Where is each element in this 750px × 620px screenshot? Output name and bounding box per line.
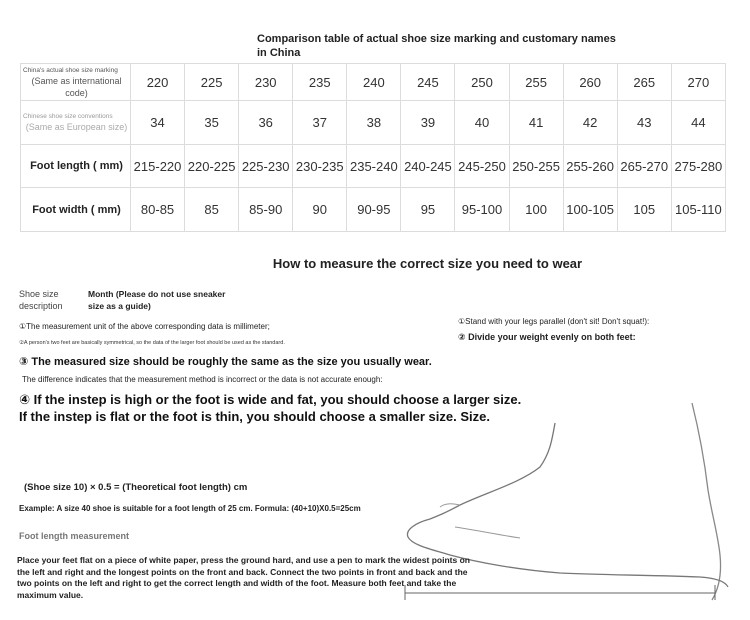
row-header <box>21 101 131 145</box>
table-cell: 255-260 <box>563 145 617 188</box>
measure-guide-heading: How to measure the correct size you need to wear <box>272 256 583 271</box>
table-cell: 235-240 <box>347 145 401 188</box>
note-2: ②A person's two feet are basically symmetrical, so the data of the larger foot should be used as the standard. <box>19 340 285 346</box>
row-sublabel: (Same as international code) <box>31 75 122 98</box>
table-cell: 245 <box>401 64 455 101</box>
note-3: ③ The measured size should be roughly the same as the size you usually wear. <box>19 356 432 368</box>
table-cell: 260 <box>563 64 617 101</box>
right-note-1: ①Stand with your legs parallel (don't sit! Don't squat!): <box>458 317 650 326</box>
table-cell: 245-250 <box>455 145 509 188</box>
table-cell: 230-235 <box>293 145 347 188</box>
table-row <box>21 101 726 145</box>
table-cell: 225 <box>185 64 239 101</box>
table-cell: 39 <box>401 101 455 145</box>
table-cell: 90-95 <box>347 188 401 232</box>
table-cell: 105 <box>617 188 671 232</box>
foot-length-measurement-heading: Foot length measurement <box>19 531 130 541</box>
table-cell: 90 <box>293 188 347 232</box>
table-cell: 250-255 <box>509 145 563 188</box>
table-cell: 38 <box>347 101 401 145</box>
table-cell: 265 <box>617 64 671 101</box>
table-cell: 85 <box>185 188 239 232</box>
note-4: ④ If the instep is high or the foot is wide and fat, you should choose a larger size. If the instep is flat or the foot is thin, you should choose a smaller size. Size. <box>19 392 522 424</box>
table-cell: 240-245 <box>401 145 455 188</box>
row-label: Foot width ( mm) <box>32 203 121 216</box>
table-cell: 40 <box>455 101 509 145</box>
formula-text: (Shoe size 10) × 0.5 = (Theoretical foot length) cm <box>24 482 248 493</box>
table-title: Comparison table of actual shoe size marking and customary names in China <box>257 33 616 59</box>
size-comparison-table <box>20 63 726 232</box>
table-cell: 235 <box>293 64 347 101</box>
table-cell: 42 <box>563 101 617 145</box>
table-cell: 95-100 <box>455 188 509 232</box>
row-label: Foot length ( mm) <box>30 160 123 172</box>
example-text: Example: A size 40 shoe is suitable for a foot length of 25 cm. Formula: (40+10)X0.5=25cm <box>19 504 361 513</box>
table-cell: 215-220 <box>131 145 185 188</box>
table-cell: 41 <box>509 101 563 145</box>
table-cell: 275-280 <box>671 145 725 188</box>
table-row <box>21 188 726 232</box>
table-cell: 265-270 <box>617 145 671 188</box>
right-note-2: ② Divide your weight evenly on both feet: <box>458 332 636 342</box>
table-cell: 80-85 <box>131 188 185 232</box>
table-cell: 100-105 <box>563 188 617 232</box>
row-header <box>21 145 131 188</box>
note-1: ①The measurement unit of the above corresponding data is millimeter; <box>19 322 270 331</box>
table-cell: 105-110 <box>671 188 725 232</box>
table-cell: 230 <box>239 64 293 101</box>
table-cell: 36 <box>239 101 293 145</box>
table-cell: 270 <box>671 64 725 101</box>
foot-length-measurement-text: Place your feet flat on a piece of white paper, press the ground hard, and use a pen to mark the widest points on the left and right and the longest points on the front and back. Connect the two points in front and back and the two points on the left and right to get the correct length and width of the foot. Measure both feet and take the maximum value. <box>17 555 470 600</box>
shoe-size-value: Month (Please do not use sneaker size as a guide) <box>88 289 226 311</box>
table-cell: 44 <box>671 101 725 145</box>
note-3-sub: The difference indicates that the measurement method is incorrect or the data is not accurate enough: <box>22 375 383 384</box>
table-cell: 35 <box>185 101 239 145</box>
table-cell: 43 <box>617 101 671 145</box>
table-cell: 250 <box>455 64 509 101</box>
table-cell: 220-225 <box>185 145 239 188</box>
table-cell: 95 <box>401 188 455 232</box>
table-cell: 85-90 <box>239 188 293 232</box>
row-label: Chinese shoe size conventions <box>23 113 113 120</box>
table-cell: 37 <box>293 101 347 145</box>
table-cell: 255 <box>509 64 563 101</box>
row-header <box>21 188 131 232</box>
table-cell: 34 <box>131 101 185 145</box>
table-row <box>21 64 726 101</box>
shoe-size-label: Shoe size description <box>19 289 63 311</box>
row-label: China's actual shoe size marking <box>23 66 118 74</box>
table-cell: 100 <box>509 188 563 232</box>
table-cell: 220 <box>131 64 185 101</box>
table-row <box>21 145 726 188</box>
table-cell: 225-230 <box>239 145 293 188</box>
row-header <box>21 64 131 101</box>
table-cell: 240 <box>347 64 401 101</box>
row-sublabel: (Same as European size) <box>25 122 128 132</box>
